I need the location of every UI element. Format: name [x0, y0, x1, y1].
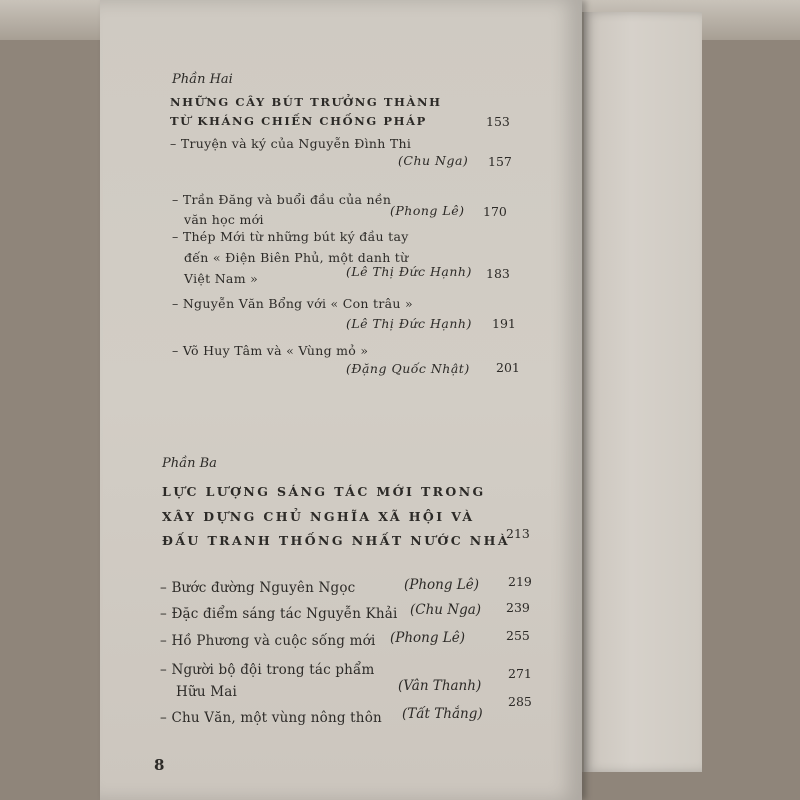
part-three-heading-line1: LỰC LƯỢNG SÁNG TÁC MỚI TRONG: [162, 484, 486, 499]
toc-entry-title: – Đặc điểm sáng tác Nguyễn Khải: [160, 606, 398, 622]
toc-entry-title: – Bước đường Nguyên Ngọc: [160, 580, 356, 596]
toc-entry-page: 170: [483, 204, 507, 219]
toc-entry-page: 239: [506, 600, 530, 615]
toc-entry-title: – Truyện và ký của Nguyễn Đình Thi: [170, 136, 412, 151]
toc-entry-title: – Võ Huy Tâm và « Vùng mỏ »: [172, 343, 369, 358]
toc-entry-author: (Đặng Quốc Nhật): [346, 361, 470, 376]
part-three-label: Phần Ba: [162, 456, 217, 471]
page-number: 8: [154, 756, 165, 774]
part-two-label: Phần Hai: [172, 72, 233, 87]
part-three-heading-page: 213: [506, 526, 530, 541]
part-three-heading-line3: ĐẤU TRANH THỐNG NHẤT NƯỚC NHÀ: [162, 533, 510, 548]
part-two-heading-line2: TỪ KHÁNG CHIẾN CHỐNG PHÁP: [170, 114, 427, 128]
toc-entry-author: (Vân Thanh): [398, 678, 482, 694]
toc-entry-author: (Chu Nga): [398, 153, 469, 168]
toc-entry-title: – Người bộ đội trong tác phẩm: [160, 662, 375, 678]
toc-entry-title: – Hồ Phương và cuộc sống mới: [160, 633, 376, 649]
toc-entry-page: 285: [508, 694, 532, 709]
toc-entry-page: 271: [508, 666, 532, 681]
toc-entry-author: (Lê Thị Đức Hạnh): [346, 316, 472, 331]
toc-entry-title-cont: Hữu Mai: [176, 684, 238, 700]
toc-entry-title-cont: văn học mới: [184, 212, 264, 227]
toc-entry-author: (Phong Lê): [390, 203, 465, 218]
toc-entry-title-cont: đến « Điện Biên Phủ, một danh từ: [184, 250, 409, 265]
toc-entry-page: 183: [486, 266, 510, 281]
toc-entry-page: 157: [488, 154, 512, 169]
toc-entry-author: (Tất Thắng): [402, 706, 483, 722]
toc-entry-page: 201: [496, 360, 520, 375]
toc-entry-author: (Phong Lê): [404, 577, 480, 593]
toc-entry-author: (Phong Lê): [390, 630, 466, 646]
toc-entry-page: 255: [506, 628, 530, 643]
toc-entry-title: – Nguyễn Văn Bổng với « Con trâu »: [172, 296, 413, 311]
toc-entry-page: 191: [492, 316, 516, 331]
facing-page-edge: [582, 12, 702, 772]
toc-entry-author: (Chu Nga): [410, 602, 482, 618]
toc-entry-title-cont: Việt Nam »: [184, 271, 259, 286]
toc-entry-title: – Thép Mới từ những bút ký đầu tay: [172, 229, 409, 244]
part-two-heading-page: 153: [486, 114, 510, 129]
toc-entry-author: (Lê Thị Đức Hạnh): [346, 264, 472, 279]
toc-entry-title: – Trần Đăng và buổi đầu của nền: [172, 192, 392, 207]
toc-entry-page: 219: [508, 574, 532, 589]
book-page: [100, 0, 582, 800]
toc-entry-title: – Chu Văn, một vùng nông thôn: [160, 710, 382, 726]
part-two-heading-line1: NHỮNG CÂY BÚT TRƯỞNG THÀNH: [170, 95, 442, 109]
part-three-heading-line2: XÂY DỰNG CHỦ NGHĨA XÃ HỘI VÀ: [162, 509, 475, 524]
